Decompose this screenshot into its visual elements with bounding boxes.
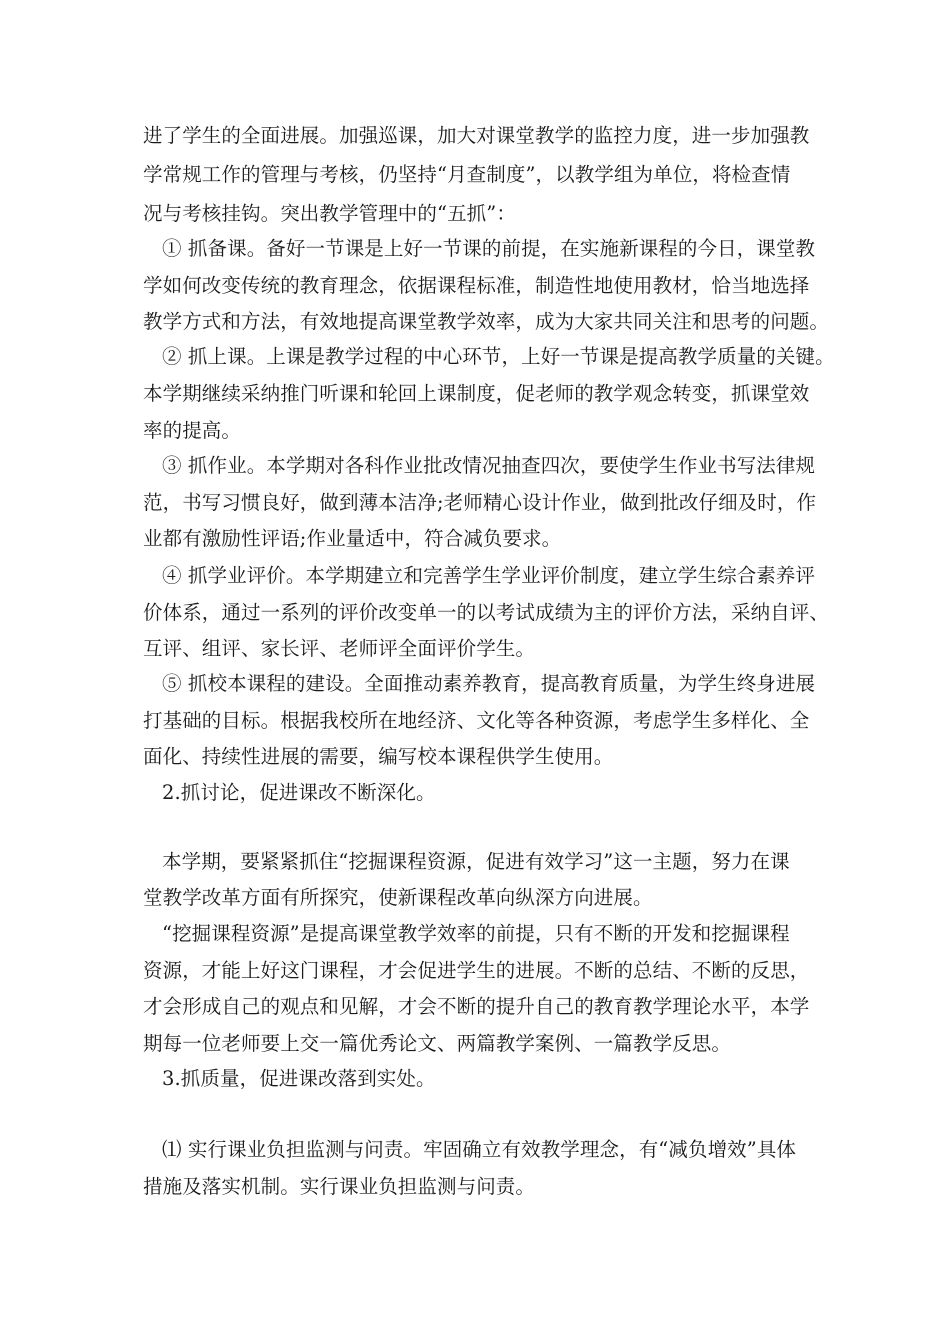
list-item-5: ⑤ 抓校本课程的建设。全面推动素养教育，提高教育质量，为学生终身进展 xyxy=(162,672,816,695)
text-line: 学常规工作的管理与考核，仍坚持“月查制度”，以教学组为单位，将检查情 xyxy=(143,163,791,186)
text-line: 业都有激励性评语;作业量适中，符合减负要求。 xyxy=(143,527,562,550)
paragraph-start: 本学期，要紧紧抓住“挖掘课程资源，促进有效学习”这一主题，努力在课 xyxy=(162,850,790,873)
text-line: 价体系，通过一系列的评价改变单一的以考试成绩为主的评价方法，采纳自评、 xyxy=(143,601,830,624)
list-item-1: ① 抓备课。备好一节课是上好一节课的前提，在实施新课程的今日，课堂教 xyxy=(162,237,816,260)
text-line: 才会形成自己的观点和见解，才会不断的提升自己的教育教学理论水平，本学 xyxy=(143,995,810,1018)
text-line: 率的提高。 xyxy=(143,419,242,442)
text-line: 面化、持续性进展的需要，编写校本课程供学生使用。 xyxy=(143,745,614,768)
list-item-3: ③ 抓作业。本学期对各科作业批改情况抽查四次，要使学生作业书写法律规 xyxy=(162,454,816,477)
text-line: 打基础的目标。根据我校所在地经济、文化等各种资源，考虑学生多样化、全 xyxy=(143,709,810,732)
text-line: 学如何改变传统的教育理念，依据课程标准，制造性地使用教材，恰当地选择 xyxy=(143,274,810,297)
section-heading-3: 3.抓质量，促进课改落到实处。 xyxy=(162,1067,436,1090)
text-line: 范，书写习惯良好，做到薄本洁净;老师精心设计作业，做到批改仔细及时，作 xyxy=(143,491,817,514)
list-item-2: ② 抓上课。上课是教学过程的中心环节，上好一节课是提高教学质量的关键。 xyxy=(162,345,835,368)
list-item-a: ⑴ 实行课业负担监测与问责。牢固确立有效教学理念，有“减负增效”具体 xyxy=(162,1138,797,1161)
text-line: 堂教学改革方面有所探究，使新课程改革向纵深方向进展。 xyxy=(143,886,653,909)
text-line: 教学方式和方法，有效地提高课堂教学效率，成为大家共同关注和思考的问题。 xyxy=(143,310,830,333)
paragraph-start: “挖掘课程资源”是提高课堂教学效率的前提，只有不断的开发和挖掘课程 xyxy=(162,922,790,945)
section-heading-2: 2.抓讨论，促进课改不断深化。 xyxy=(162,781,436,804)
list-item-4: ④ 抓学业评价。本学期建立和完善学生学业评价制度，建立学生综合素养评 xyxy=(162,564,816,587)
text-line: 互评、组评、家长评、老师评全面评价学生。 xyxy=(143,637,536,660)
text-line: 措施及落实机制。实行课业负担监测与问责。 xyxy=(143,1175,536,1198)
text-line: 进了学生的全面进展。加强巡课，加大对课堂教学的监控力度，进一步加强教 xyxy=(143,124,810,147)
text-line: 况与考核挂钩。突出教学管理中的“五抓”： xyxy=(143,202,516,225)
text-line: 本学期继续采纳推门听课和轮回上课制度，促老师的教学观念转变，抓课堂效 xyxy=(143,382,810,405)
text-line: 资源，才能上好这门课程，才会促进学生的进展。不断的总结、不断的反思， xyxy=(143,959,810,982)
text-line: 期每一位老师要上交一篇优秀论文、两篇教学案例、一篇教学反思。 xyxy=(143,1032,732,1055)
